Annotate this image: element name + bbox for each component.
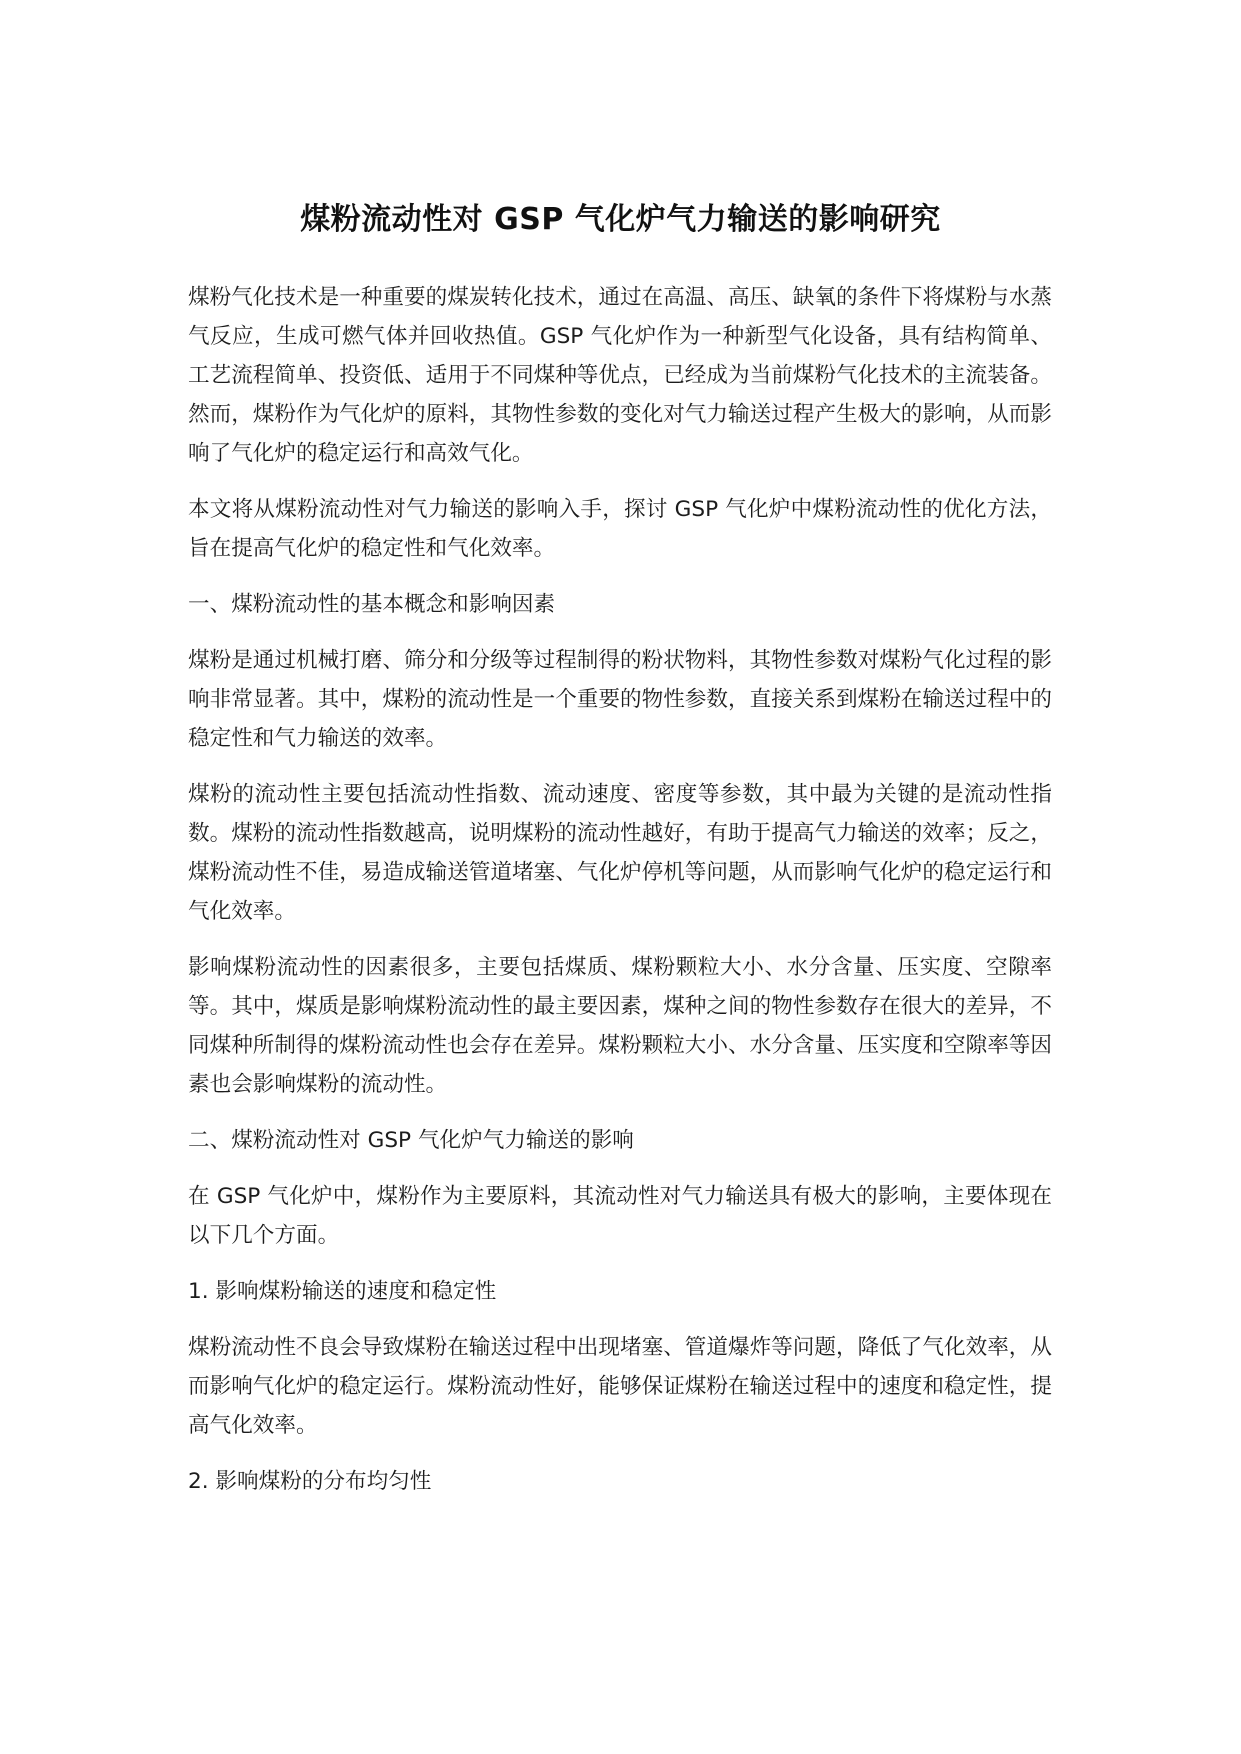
paragraph-flowability-index: 煤粉的流动性主要包括流动性指数、流动速度、密度等参数，其中最为关键的是流动性指数。煤粉的流动性指数越高，说明煤粉的流动性越好，有助于提高气力输送的效率；反之，煤粉流动性不佳，易造成输送管道堵塞、气化炉停机等问题，从而影响气化炉的稳定运行和气化效率。 [188, 782, 1052, 924]
document-body [188, 278, 1052, 1518]
section-heading-1: 一、煤粉流动性的基本概念和影响因素 [188, 592, 556, 617]
subsection-heading-1: 1. 影响煤粉输送的速度和稳定性 [188, 1279, 497, 1304]
paragraph-intro: 煤粉气化技术是一种重要的煤炭转化技术，通过在高温、高压、缺氧的条件下将煤粉与水蒸气反应，生成可燃气体并回收热值。GSP 气化炉作为一种新型气化设备，具有结构简单、工艺流程简单、投资低、适用于不同煤种等优点，已经成为当前煤粉气化技术的主流装备。然而，煤粉作为气化炉的原料，其物性参数的变化对气力输送过程产生极大的影响，从而影响了气化炉的稳定运行和高效气化。 [188, 285, 1052, 466]
paragraph-definition: 煤粉是通过机械打磨、筛分和分级等过程制得的粉状物料，其物性参数对煤粉气化过程的影响非常显著。其中，煤粉的流动性是一个重要的物性参数，直接关系到煤粉在输送过程中的稳定性和气力输送的效率。 [188, 648, 1052, 751]
paragraph-speed-stability: 煤粉流动性不良会导致煤粉在输送过程中出现堵塞、管道爆炸等问题，降低了气化效率，从而影响气化炉的稳定运行。煤粉流动性好，能够保证煤粉在输送过程中的速度和稳定性，提高气化效率。 [188, 1335, 1052, 1438]
paragraph-gsp-impact: 在 GSP 气化炉中，煤粉作为主要原料，其流动性对气力输送具有极大的影响，主要体现在以下几个方面。 [188, 1184, 1052, 1248]
page-title: 煤粉流动性对 GSP 气化炉气力输送的影响研究 [300, 202, 941, 238]
paragraph-purpose: 本文将从煤粉流动性对气力输送的影响入手，探讨 GSP 气化炉中煤粉流动性的优化方法，旨在提高气化炉的稳定性和气化效率。 [188, 497, 1052, 561]
paragraph-factors: 影响煤粉流动性的因素很多，主要包括煤质、煤粉颗粒大小、水分含量、压实度、空隙率等。其中，煤质是影响煤粉流动性的最主要因素，煤种之间的物性参数存在很大的差异，不同煤种所制得的煤粉流动性也会存在差异。煤粉颗粒大小、水分含量、压实度和空隙率等因素也会影响煤粉的流动性。 [188, 955, 1052, 1097]
section-heading-2: 二、煤粉流动性对 GSP 气化炉气力输送的影响 [188, 1128, 634, 1153]
subsection-heading-2: 2. 影响煤粉的分布均匀性 [188, 1469, 432, 1494]
